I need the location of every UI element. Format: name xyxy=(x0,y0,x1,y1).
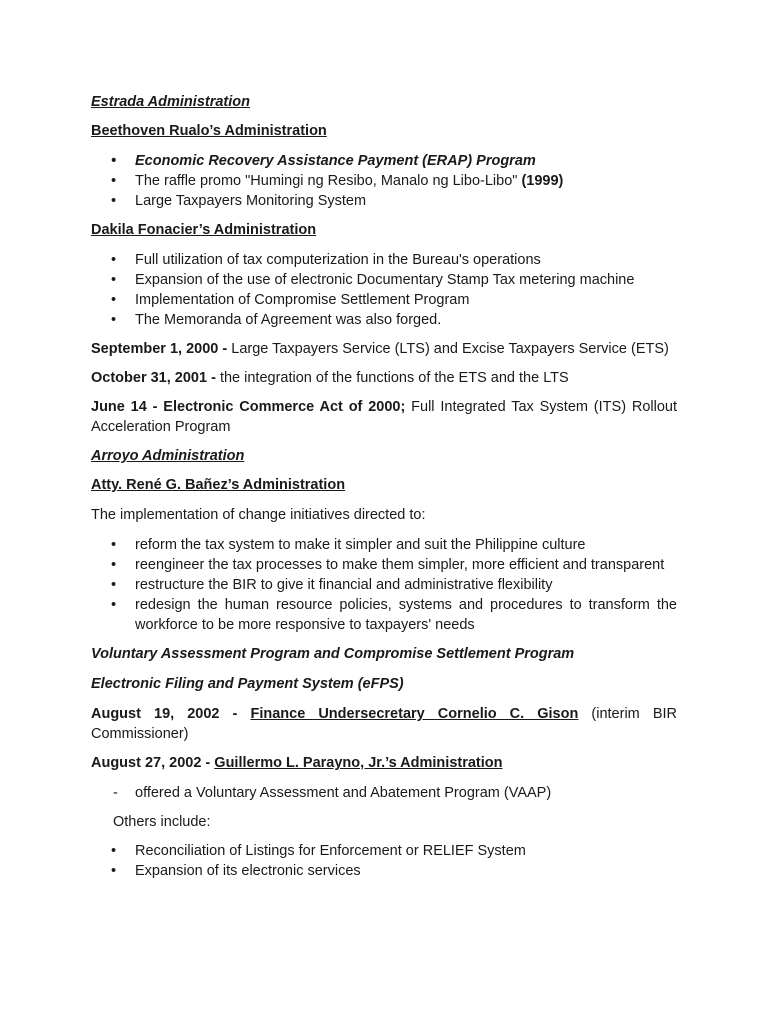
list-item xyxy=(91,151,677,171)
gison-name: Finance Undersecretary Cornelio C. Gison xyxy=(250,706,579,722)
estrada-heading: Estrada Administration xyxy=(91,94,250,110)
others-label: Others include: xyxy=(113,814,211,830)
rualo-list xyxy=(91,151,677,211)
dash-item-text: offered a Voluntary Assessment and Abatement Program (VAAP) xyxy=(135,785,552,801)
list-item-text: The raffle promo "Humingi ng Resibo, Manalo ng Libo-Libo" xyxy=(135,173,522,189)
list-item-text: Economic Recovery Assistance Payment (ERAP) Program xyxy=(135,153,536,169)
list-item-text: restructure the BIR to give it financial and administrative flexibility xyxy=(135,577,553,593)
list-item xyxy=(91,595,677,635)
arroyo-heading: Arroyo Administration xyxy=(91,448,245,464)
list-item-text: Expansion of its electronic services xyxy=(135,863,361,879)
gison-paragraph xyxy=(91,704,677,744)
event-paragraph xyxy=(91,397,677,437)
list-item xyxy=(91,310,677,330)
event-date: October 31, 2001 - xyxy=(91,370,220,386)
list-item-text: reform the tax system to make it simpler and suit the Philippine culture xyxy=(135,537,586,553)
banez-intro: The implementation of change initiatives directed to: xyxy=(91,507,426,523)
event-paragraph xyxy=(91,339,677,359)
list-item-text: Large Taxpayers Monitoring System xyxy=(135,193,367,209)
event-text: Full Integrated Tax System (ITS) Rollout Acceleration Program xyxy=(91,399,677,435)
list-item-text: reengineer the tax processes to make them simpler, more efficient and transparent xyxy=(135,557,665,573)
event-date: August 27, 2002 - xyxy=(91,755,215,771)
dash-item xyxy=(91,783,677,803)
list-item xyxy=(91,290,677,310)
event-date: September 1, 2000 - xyxy=(91,341,232,357)
rualo-heading: Beethoven Rualo’s Administration xyxy=(91,123,327,139)
parayno-name: Guillermo L. Parayno, Jr.’s Administration xyxy=(214,755,503,771)
list-item xyxy=(91,270,677,290)
program-heading: Electronic Filing and Payment System (eFPS) xyxy=(91,676,404,692)
event-text: the integration of the functions of the ETS and the LTS xyxy=(219,370,569,386)
banez-list xyxy=(91,535,677,635)
list-item-text: Full utilization of tax computerization in the Bureau's operations xyxy=(135,252,541,268)
list-item xyxy=(91,535,677,555)
list-item-year: (1999) xyxy=(521,173,564,189)
others-list xyxy=(91,841,677,881)
program-heading: Voluntary Assessment Program and Compromise Settlement Program xyxy=(91,646,575,662)
event-paragraph xyxy=(91,368,677,388)
list-item-text: Implementation of Compromise Settlement Program xyxy=(135,292,470,308)
list-item xyxy=(91,250,677,270)
list-item-text: redesign the human resource policies, systems and procedures to transform the workforce to be more responsive to taxpayers' needs xyxy=(135,597,677,633)
event-date: June 14 - Electronic Commerce Act of 2000; xyxy=(91,399,412,415)
parayno-paragraph xyxy=(91,753,677,773)
list-item-text: Reconciliation of Listings for Enforcement or RELIEF System xyxy=(135,843,526,859)
list-item-text: Expansion of the use of electronic Documentary Stamp Tax metering machine xyxy=(135,272,635,288)
fonacier-list xyxy=(91,250,677,330)
event-text: Large Taxpayers Service (LTS) and Excise Taxpayers Service (ETS) xyxy=(231,341,669,357)
list-item-text: The Memoranda of Agreement was also forged. xyxy=(135,312,442,328)
list-item xyxy=(91,191,677,211)
list-item xyxy=(91,575,677,595)
banez-heading: Atty. René G. Bañez’s Administration xyxy=(91,477,346,493)
list-item xyxy=(91,841,677,861)
list-item xyxy=(91,861,677,881)
dash-mark: - xyxy=(113,785,118,801)
event-date: August 19, 2002 - xyxy=(91,706,251,722)
fonacier-heading: Dakila Fonacier’s Administration xyxy=(91,222,317,238)
gison-note: (interim BIR Commissioner) xyxy=(91,706,677,742)
list-item xyxy=(91,171,677,191)
list-item xyxy=(91,555,677,575)
